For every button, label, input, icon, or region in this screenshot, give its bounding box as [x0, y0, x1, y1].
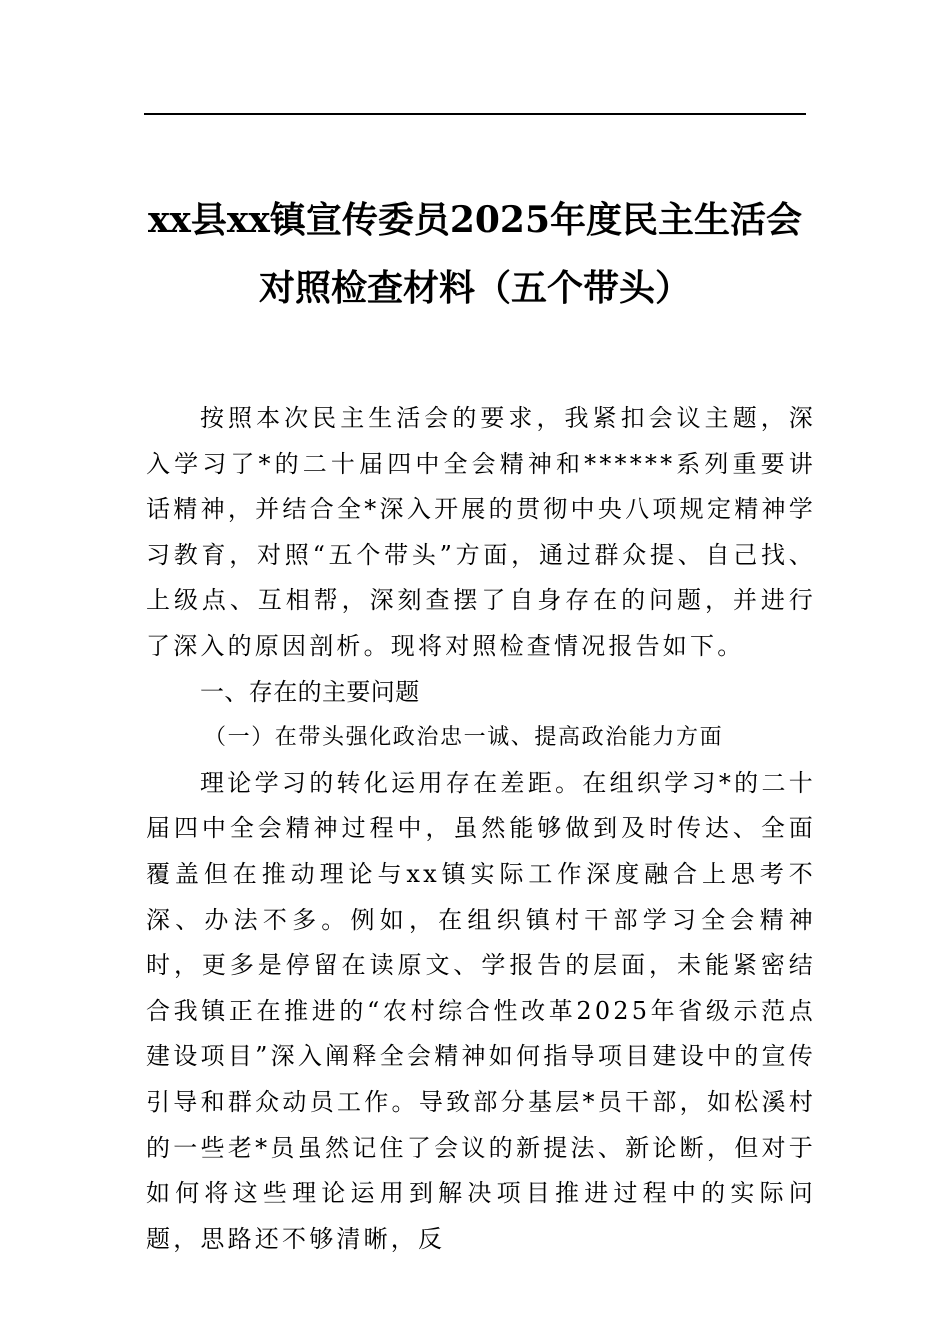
- body-paragraph: 理论学习的转化运用存在差距。在组织学习*的二十届四中全会精神过程中，虽然能够做到及时传达、全面覆盖但在推动理论与xx镇实际工作深度融合上思考不深、办法不多。例如，在组织镇村干部学习全会精神时，更多是停留在读原文、学报告的层面，未能紧密结合我镇正在推进的“农村综合性改革2025年省级示范点建设项目”深入阐释全会精神如何指导项目建设中的宣传引导和群众动员工作。导致部分基层*员干部，如松溪村的一些老*员虽然记住了会议的新提法、新论断，但对于如何将这些理论运用到解决项目推进过程中的实际问题，思路还不够清晰，反: [146, 768, 816, 1253]
- section-heading: 一、存在的主要问题: [200, 677, 420, 706]
- subsection-heading: （一）在带头强化政治忠一诚、提高政治能力方面: [204, 725, 724, 751]
- header-rule: [144, 113, 806, 115]
- document-title-line-1: xx县xx镇宣传委员2025年度民主生活会: [147, 199, 803, 241]
- intro-paragraph: 按照本次民主生活会的要求，我紧扣会议主题，深入学习了*的二十届四中全会精神和******系列重要讲话精神，并结合全*深入开展的贯彻中央八项规定精神学习教育，对照“五个带头”方面，通过群众提、自己找、上级点、互相帮，深刻查摆了自身存在的问题，并进行了深入的原因剖析。现将对照检查情况报告如下。: [146, 404, 816, 660]
- document-title-line-2: 对照检查材料（五个带头）: [258, 267, 691, 309]
- document-body: [146, 396, 816, 1262]
